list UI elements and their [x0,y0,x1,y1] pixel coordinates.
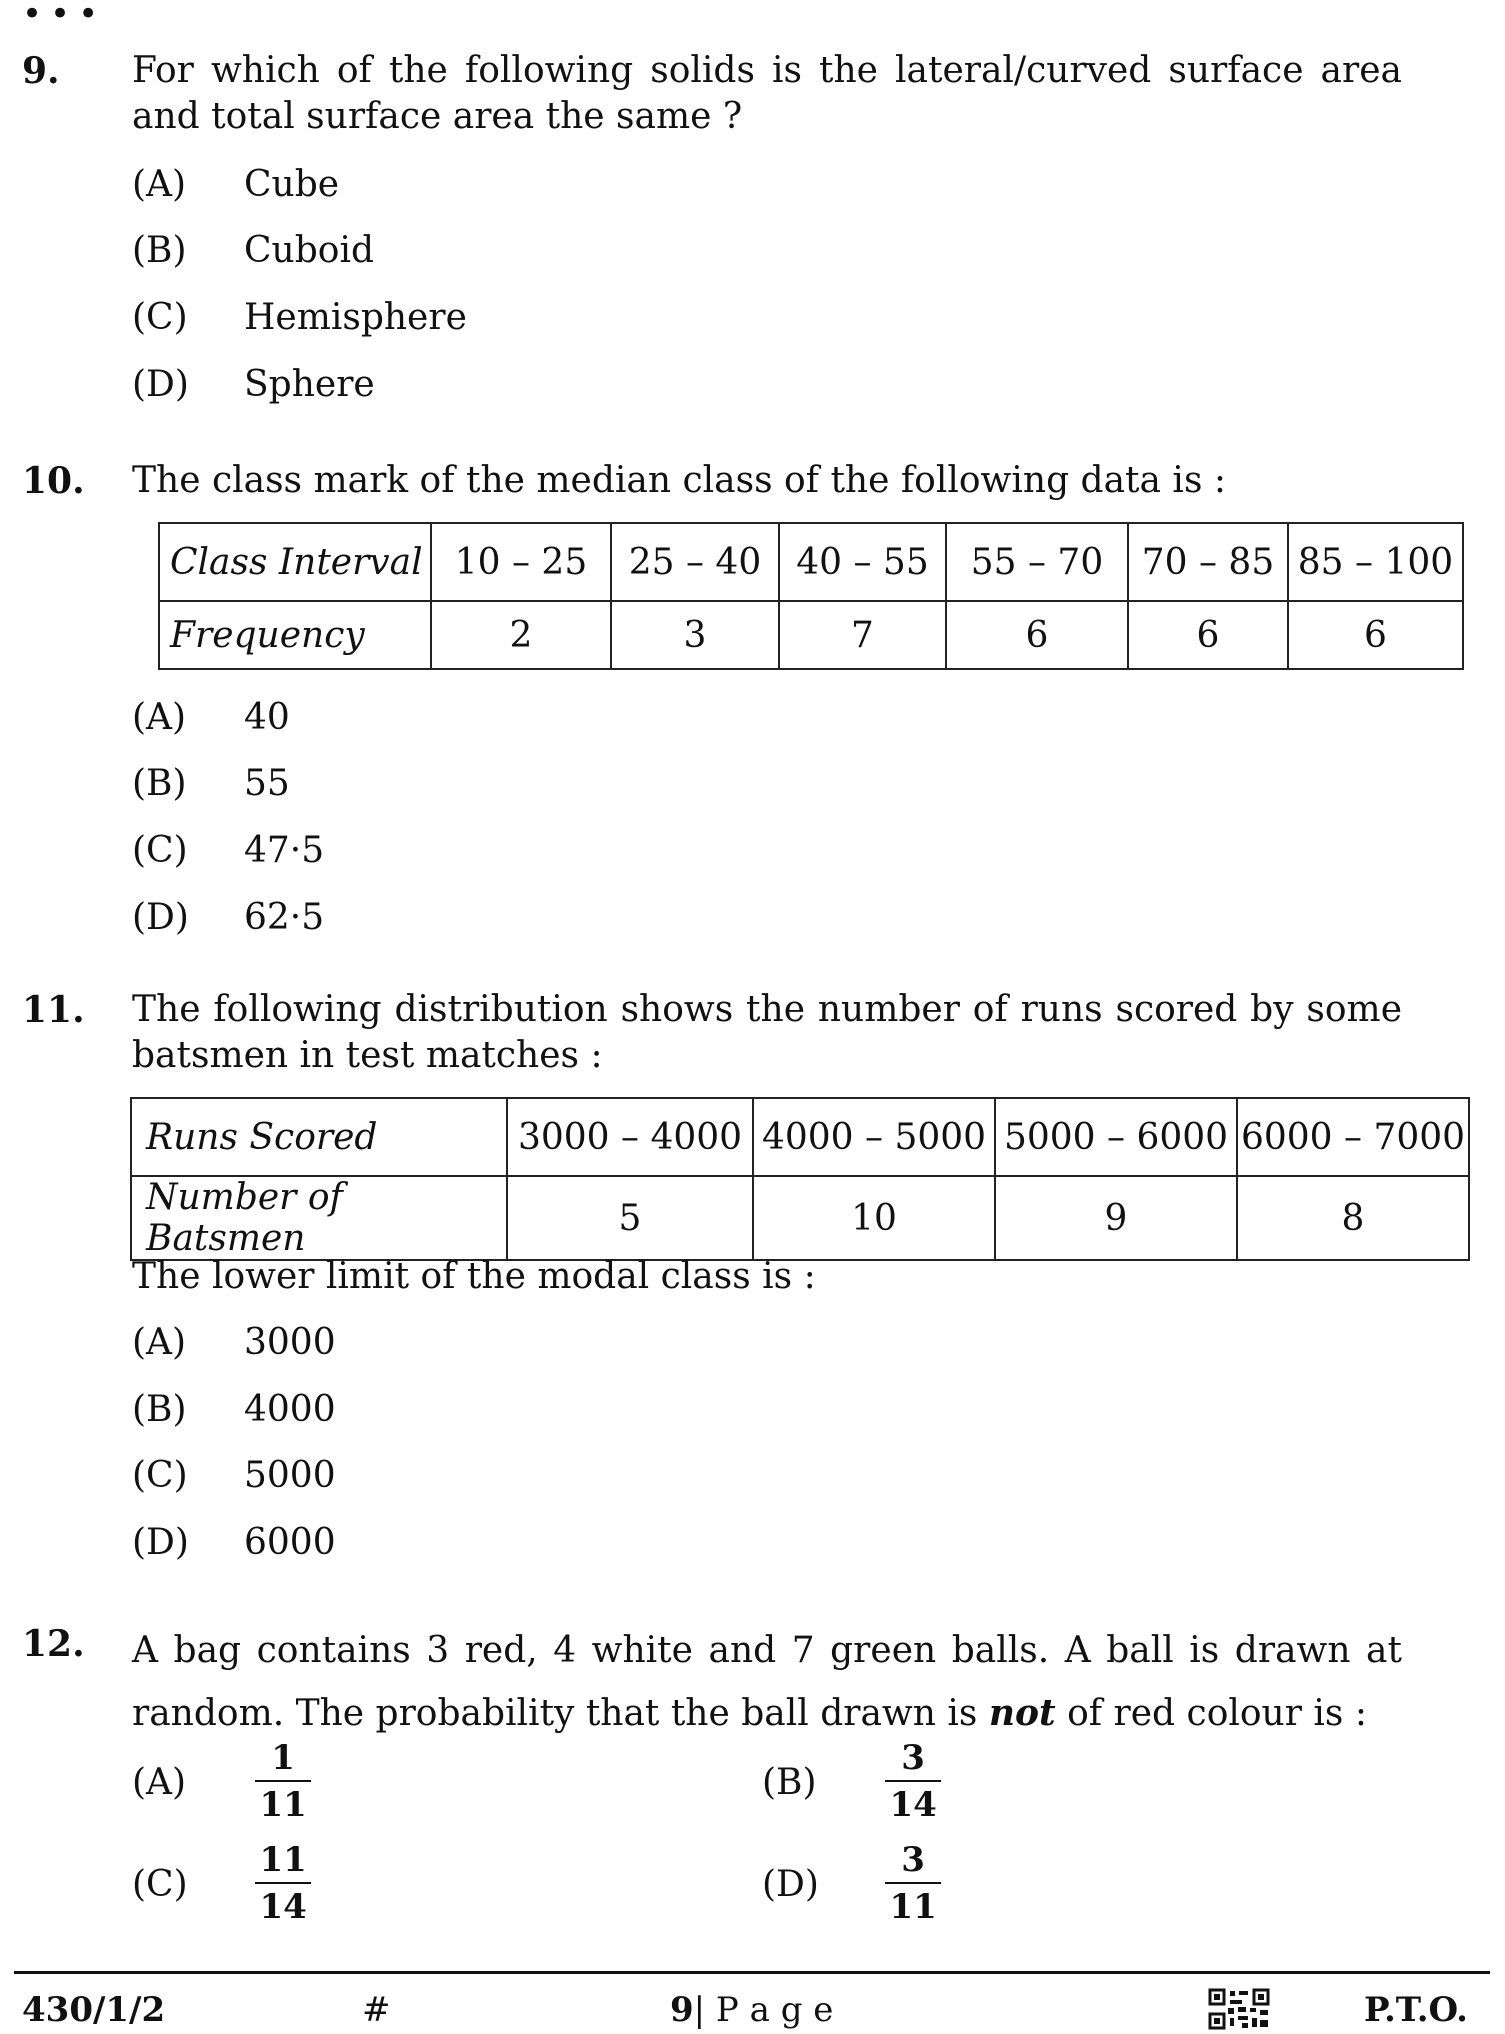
option-a: (A) 40 [132,697,290,738]
fraction: $\frac{3}{14}$ [885,1736,940,1828]
table-cell: 2 [431,601,611,669]
table-cell: 25 – 40 [611,523,779,601]
question-text: For which of the following solids is the lateral/curved surface area and total surface area the same ? [132,50,1402,137]
table-cell: 40 – 55 [779,523,946,601]
option-a: (A) 3000 [132,1322,336,1363]
question-number: 12. [22,1623,85,1665]
option-b: (B) $\frac{3}{14}$ [762,1736,941,1828]
option-a: (A) $\frac{1}{11}$ [132,1736,311,1828]
question-text: The following distribution shows the number of runs scored by some batsmen in test matches : [132,989,1402,1076]
table-cell: 10 [753,1176,995,1260]
option-d: (D) 62·5 [132,897,325,938]
runs-table [130,1097,1470,1261]
table-cell: 6 [946,601,1128,669]
continuation-dots: ••• [22,0,107,34]
fraction: $\frac{1}{11}$ [255,1736,310,1828]
table-cell: 3000 – 4000 [507,1098,753,1176]
table-row-head: Runs Scored [131,1098,507,1176]
fraction: $\frac{3}{11}$ [885,1838,940,1930]
page-number: 9| P a g e [670,1990,834,2030]
option-d: (D) Sphere [132,364,375,405]
table-cell: 3 [611,601,779,669]
table-cell: 6 [1288,601,1463,669]
option-b: (B) 55 [132,763,290,804]
question-number: 11. [22,989,85,1031]
question-number: 10. [22,460,85,502]
table-row-head: Class Interval [159,523,431,601]
option-a: (A) Cube [132,164,340,205]
footer-rule [14,1971,1490,1974]
table-cell: 5000 – 6000 [995,1098,1237,1176]
class-frequency-table [158,522,1464,670]
table-cell: 70 – 85 [1128,523,1288,601]
qr-code-icon [1208,1988,1270,2030]
question-text: The class mark of the median class of the following data is : [132,460,1226,501]
table-cell: 8 [1237,1176,1469,1260]
table-cell: 6000 – 7000 [1237,1098,1469,1176]
pto-label: P.T.O. [1364,1990,1468,2030]
option-b: (B) 4000 [132,1389,336,1430]
option-d: (D) $\frac{3}{11}$ [762,1838,941,1930]
table-cell: 9 [995,1176,1237,1260]
fraction: $\frac{11}{14}$ [255,1838,310,1930]
table-cell: 4000 – 5000 [753,1098,995,1176]
option-b: (B) Cuboid [132,230,375,271]
question-text: A bag contains 3 red, 4 white and 7 green balls. A ball is drawn at random. The probability that the ball drawn is not of red colour is : [132,1630,1402,1734]
option-d: (D) 6000 [132,1522,336,1563]
table-cell: 5 [507,1176,753,1260]
table-row-head: Frequency [159,601,431,669]
table-cell: 55 – 70 [946,523,1128,601]
table-cell: 6 [1128,601,1288,669]
question-number: 9. [22,50,60,92]
option-c: (C) 5000 [132,1455,336,1496]
paper-code: 430/1/2 [22,1990,166,2030]
option-c: (C) 47·5 [132,830,325,871]
question-subtext: The lower limit of the modal class is : [132,1256,816,1297]
table-cell: 85 – 100 [1288,523,1463,601]
hash-mark: # [362,1990,391,2030]
emphasis-not: not [988,1692,1056,1734]
option-c: (C) Hemisphere [132,297,467,338]
option-c: (C) $\frac{11}{14}$ [132,1838,311,1930]
table-row-head: Number of Batsmen [131,1176,507,1260]
table-cell: 10 – 25 [431,523,611,601]
table-cell: 7 [779,601,946,669]
